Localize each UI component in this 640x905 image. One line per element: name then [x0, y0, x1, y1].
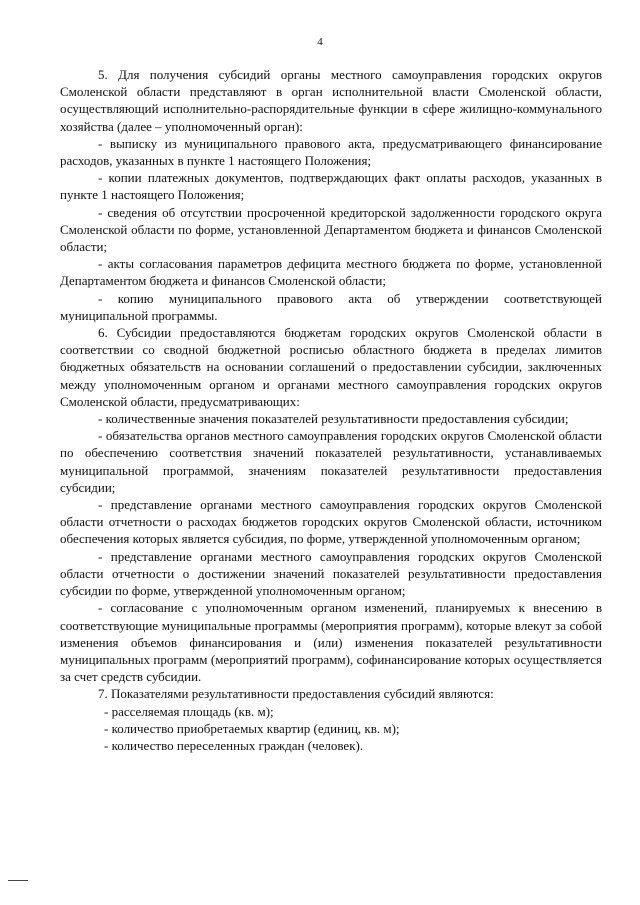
list-item: - согласование с уполномоченным органом изменений, планируемых к внесению в соответствующие муниципальные программы (мероприятия программ), которые влекут за собой изменения объемов финансирования и (или) изменения показателей результативности муниципальных программ (мероприятий программ), софинансирование которых осуществляется за счет средств субсидии.	[60, 600, 602, 685]
list-item: - акты согласования параметров дефицита местного бюджета по форме, установленной Департаментом бюджета и финансов Смоленской области;	[60, 256, 602, 289]
list-item: - выписку из муниципального правового акта, предусматривающего финансирование расходов, указанных в пункте 1 настоящего Положения;	[60, 135, 602, 169]
list-item: - сведения об отсутствии просроченной кредиторской задолженности городского округа Смоленской области по форме, установленной Департаментом бюджета и финансов Смоленской области;	[60, 204, 602, 255]
list-item: - копии платежных документов, подтверждающих факт оплаты расходов, указанных в пункте 1 настоящего Положения;	[60, 170, 602, 203]
list-item: - представление органами местного самоуправления городских округов Смоленской области отчетности о расходах бюджетов городских округов Смоленской области, источником обеспечения которых является субсидия, по форме, утвержденной уполномоченным органом;	[60, 497, 602, 547]
list-item: - обязательства органов местного самоуправления городских округов Смоленской области по обеспечению соответствия значений показателей результативности, устанавливаемых муниципальной программой, значениям показателей результативности предоставления субсидии;	[60, 428, 602, 495]
margin-mark	[8, 880, 28, 881]
document-body	[60, 66, 602, 754]
list-item: - количество переселенных граждан (человек).	[104, 737, 364, 753]
list-item: - количество приобретаемых квартир (единиц, кв. м);	[104, 720, 400, 736]
page-number: 4	[317, 36, 323, 48]
paragraph-7: 7. Показателями результативности предоставления субсидий являются:	[98, 686, 494, 702]
list-item: - копию муниципального правового акта об утверждении соответствующей муниципальной программы.	[60, 290, 602, 323]
paragraph-6: 6. Субсидии предоставляются бюджетам городских округов Смоленской области в соответствии со сводной бюджетной росписью областного бюджета в пределах лимитов бюджетных обязательств на основании соглашений о предоставлении субсидии, заключенных между уполномоченным органом и органами местного самоуправления городских округов Смоленской области, предусматривающих:	[60, 325, 602, 409]
list-item: - расселяемая площадь (кв. м);	[104, 703, 274, 719]
list-item: - представление органами местного самоуправления городских округов Смоленской области отчетности о достижении значений показателей результативности предоставления субсидии по форме, утвержденной уполномоченным органом;	[60, 548, 602, 599]
paragraph-5: 5. Для получения субсидий органы местного самоуправления городских округов Смоленской области представляют в орган исполнительной власти Смоленской области, осуществляющий исполнительно-распорядительные функции в сфере жилищно-коммунального хозяйства (далее – уполномоченный орган):	[60, 67, 602, 134]
list-item: - количественные значения показателей результативности предоставления субсидии;	[98, 411, 569, 427]
